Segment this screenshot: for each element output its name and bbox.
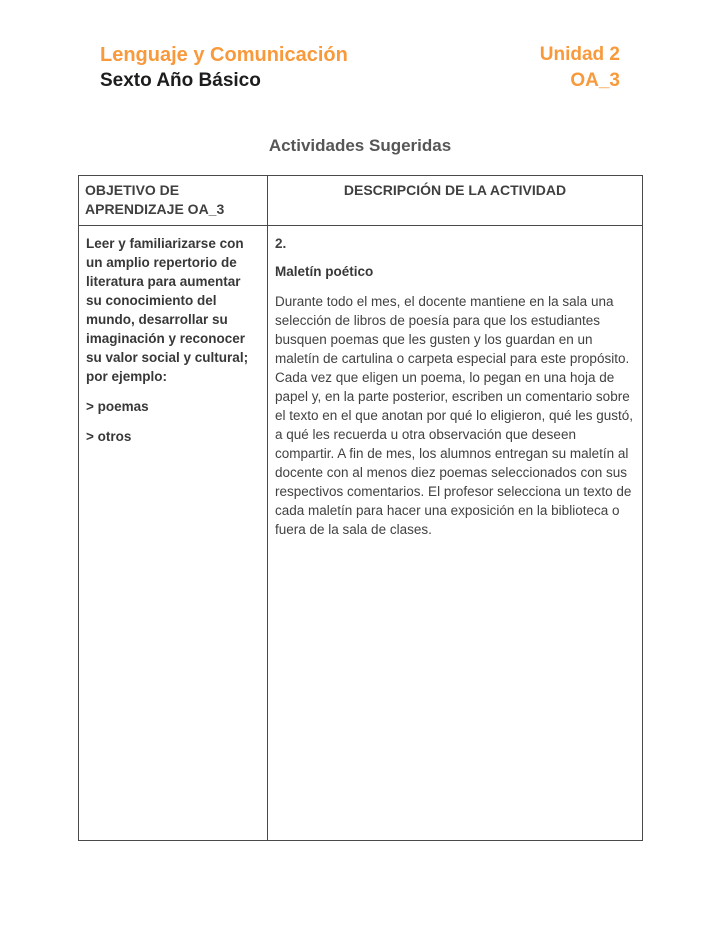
grade-subtitle: Sexto Año Básico	[100, 70, 261, 91]
description-column-header: DESCRIPCIÓN DE LA ACTIVIDAD	[268, 176, 643, 226]
objective-example-otros: > otros	[86, 429, 132, 444]
objective-cell	[79, 226, 268, 841]
unit-label: Unidad 2	[539, 44, 620, 65]
table-body-row	[79, 226, 643, 841]
activity-number: 2.	[275, 236, 287, 251]
document-header	[100, 42, 620, 94]
objective-column-header: OBJETIVO DE APRENDIZAJE OA_3	[79, 176, 268, 226]
oa-code-label: OA_3	[570, 70, 620, 91]
objective-text: Leer y familiarizarse con un amplio repertorio de literatura para aumentar su conocimiento del mundo, desarrollar su imaginación y reconocer su valor social y cultural; por ejemplo:	[86, 236, 249, 384]
activities-table	[78, 175, 643, 841]
table-header-row	[79, 176, 643, 226]
activity-title: Maletín poético	[275, 264, 374, 279]
activity-description: Durante todo el mes, el docente mantiene en la sala una selección de libros de poesía para que los estudiantes busquen poemas que les gusten y los guardan en un maletín de cartulina o carpeta especial para este propósito. Cada vez que eligen un poema, lo pegan en una hoja de papel y, en la parte posterior, escriben un comentario sobre el texto en el que anotan por qué lo eligieron, qué les gustó, a qué les recuerda u otra observación que deseen compartir. A fin de mes, los alumnos entregan su maletín al docente con al menos diez poemas seleccionados con sus respectivos comentarios. El profesor selecciona un texto de cada maletín para hacer una exposición en la biblioteca o fuera de la sala de clases.	[275, 294, 634, 537]
activity-cell	[268, 226, 643, 841]
objective-example-poemas: > poemas	[86, 399, 149, 414]
header-right	[540, 42, 620, 94]
header-left	[100, 42, 348, 93]
page-title: Actividades Sugeridas	[268, 136, 452, 155]
subject-title: Lenguaje y Comunicación	[100, 44, 348, 66]
